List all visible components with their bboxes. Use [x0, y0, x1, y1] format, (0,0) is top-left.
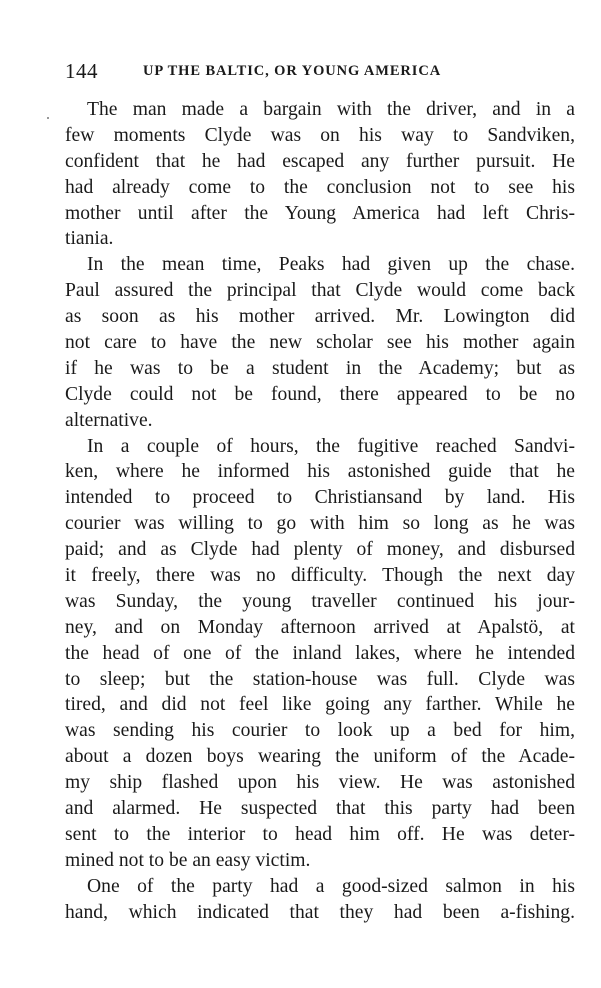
paragraph — [65, 434, 575, 874]
text-line: if he was to be a student in the Academy; but as — [65, 357, 575, 379]
text-line: hand, which indicated that they had been a-fishing. — [65, 901, 575, 923]
text-line: In a couple of hours, the fugitive reached Sandvi- — [87, 435, 575, 457]
text-line: mother until after the Young America had left Chris- — [65, 202, 575, 224]
text-line: In the mean time, Peaks had given up the chase. — [87, 254, 575, 276]
text-line: few moments Clyde was on his way to Sandviken, — [65, 124, 575, 146]
text-line: was sending his courier to look up a bed for him, — [65, 720, 575, 742]
running-head-title: UP THE BALTIC, OR YOUNG AMERICA — [143, 63, 442, 79]
text-line: One of the party had a good-sized salmon in his — [87, 875, 575, 897]
text-line: and alarmed. He suspected that this party had been — [65, 798, 575, 820]
body-text — [65, 97, 575, 926]
ink-speck — [47, 117, 49, 119]
text-line: had already come to the conclusion not to see his — [65, 176, 575, 198]
text-line: it freely, there was no difficulty. Though the next day — [65, 565, 575, 587]
text-line: was Sunday, the young traveller continued his jour- — [65, 590, 575, 612]
running-head — [65, 58, 575, 84]
text-line: the head of one of the inland lakes, where he intended — [65, 642, 575, 664]
text-line: ney, and on Monday afternoon arrived at Apalstö, at — [65, 616, 575, 638]
text-line: Clyde could not be found, there appeared to be no — [65, 383, 575, 405]
text-line: about a dozen boys wearing the uniform of the Acade- — [65, 746, 575, 768]
paragraph — [65, 97, 575, 252]
text-line: mined not to be an easy victim. — [65, 849, 311, 871]
text-line: courier was willing to go with him so long as he was — [65, 513, 575, 535]
text-line: tiania. — [65, 228, 114, 250]
text-line: tired, and did not feel like going any farther. While he — [65, 694, 575, 716]
text-line: ken, where he informed his astonished guide that he — [65, 461, 575, 483]
text-line: The man made a bargain with the driver, and in a — [87, 99, 575, 120]
text-line: my ship flashed upon his view. He was astonished — [65, 772, 575, 794]
paragraph — [65, 252, 575, 433]
page-number: 144 — [65, 59, 98, 83]
text-line: paid; and as Clyde had plenty of money, and disbursed — [65, 539, 575, 561]
text-line: to sleep; but the station-house was full. Clyde was — [65, 668, 575, 690]
text-line: not care to have the new scholar see his mother again — [65, 332, 575, 354]
text-line: sent to the interior to head him off. He was deter- — [65, 823, 575, 845]
text-line: confident that he had escaped any further pursuit. He — [65, 150, 575, 172]
paragraph — [65, 874, 575, 926]
text-line: alternative. — [65, 409, 153, 431]
text-line: intended to proceed to Christiansand by land. His — [65, 487, 575, 509]
text-line: Paul assured the principal that Clyde would come back — [65, 280, 575, 302]
text-line: as soon as his mother arrived. Mr. Lowington did — [65, 306, 575, 328]
